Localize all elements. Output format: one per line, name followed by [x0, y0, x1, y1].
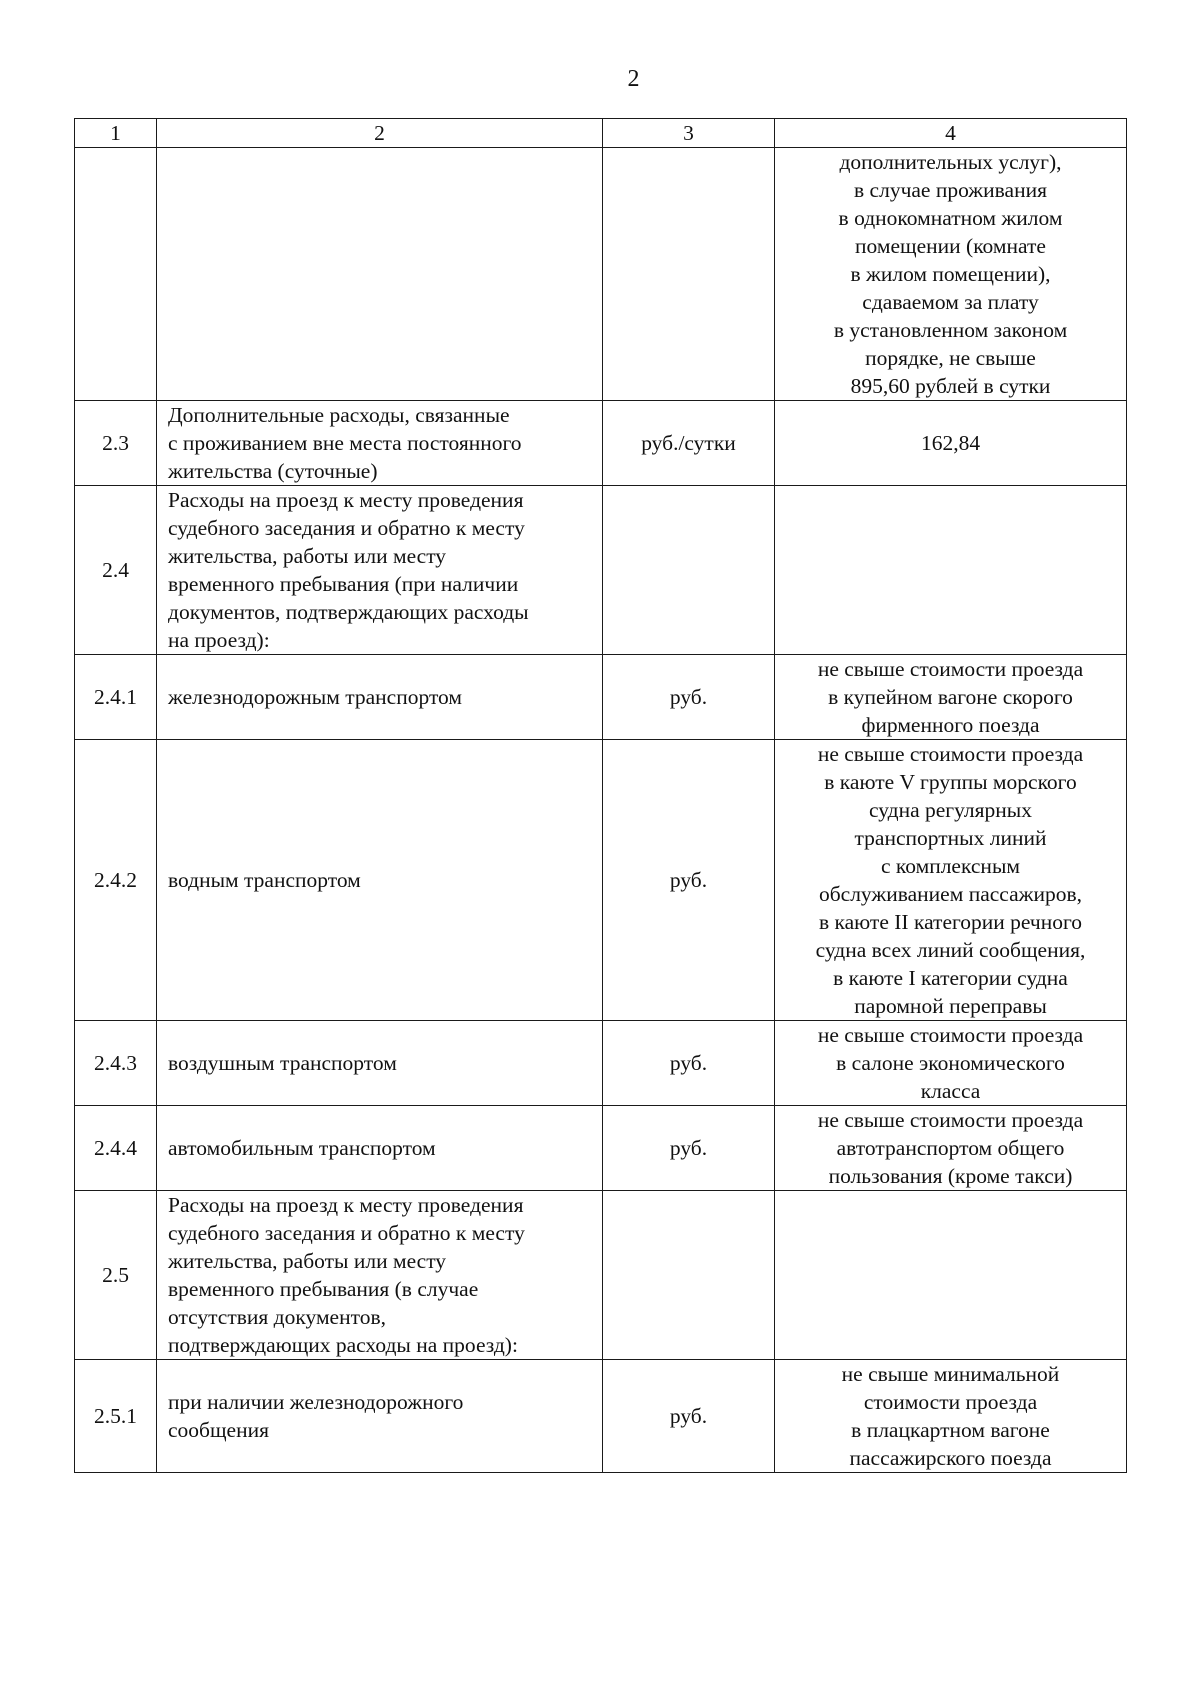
page-number: 2	[627, 66, 640, 92]
row-value	[775, 486, 1127, 655]
table-header-row	[75, 119, 1127, 148]
row-description	[157, 1360, 603, 1473]
text-line: пассажирского поезда	[849, 1446, 1052, 1470]
row-unit: руб.	[603, 740, 775, 1021]
row-number: 2.4.1	[75, 655, 157, 740]
table-row	[75, 740, 1127, 1021]
text-line: в установленном законом	[833, 318, 1068, 342]
table-row	[75, 148, 1127, 401]
text-line: в купейном вагоне скорого	[828, 685, 1073, 709]
text-line: Расходы на проезд к месту проведения	[168, 488, 524, 512]
row-value	[775, 1106, 1127, 1191]
text-line: Расходы на проезд к месту проведения	[168, 1193, 524, 1217]
text-line: железнодорожным транспортом	[168, 685, 462, 709]
row-unit: руб.	[603, 1360, 775, 1473]
column-header: 1	[75, 119, 157, 148]
text-line: подтверждающих расходы на проезд):	[168, 1333, 518, 1357]
text-line: водным транспортом	[168, 868, 361, 892]
row-value	[775, 1360, 1127, 1473]
text-line: не свыше стоимости проезда	[817, 1108, 1084, 1132]
table-row	[75, 401, 1127, 486]
text-line: фирменного поезда	[861, 713, 1040, 737]
table-row	[75, 1021, 1127, 1106]
row-number: 2.4.3	[75, 1021, 157, 1106]
row-unit: руб.	[603, 1106, 775, 1191]
text-line: в каюте II категории речного	[818, 910, 1083, 934]
text-line: на проезд):	[168, 628, 270, 652]
text-line: не свыше стоимости проезда	[817, 657, 1084, 681]
row-number: 2.5.1	[75, 1360, 157, 1473]
text-line: сообщения	[168, 1418, 269, 1442]
row-value	[775, 401, 1127, 486]
text-line: при наличии железнодорожного	[168, 1390, 464, 1414]
column-header: 2	[157, 119, 603, 148]
text-line: в каюте V группы морского	[824, 770, 1077, 794]
text-line: судебного заседания и обратно к месту	[168, 516, 525, 540]
row-number: 2.4	[75, 486, 157, 655]
row-unit: руб.	[603, 655, 775, 740]
row-description	[157, 655, 603, 740]
row-number: 2.4.4	[75, 1106, 157, 1191]
text-line: жительства, работы или месту	[168, 544, 447, 568]
text-line: класса	[920, 1079, 981, 1103]
row-value	[775, 148, 1127, 401]
table-row	[75, 1106, 1127, 1191]
table-row	[75, 1360, 1127, 1473]
text-line: документов, подтверждающих расходы	[168, 600, 529, 624]
row-description	[157, 1191, 603, 1360]
text-line: с комплексным	[880, 854, 1020, 878]
text-line: сдаваемом за плату	[862, 290, 1039, 314]
text-line: автомобильным транспортом	[168, 1136, 436, 1160]
text-line: временного пребывания (в случае	[168, 1277, 479, 1301]
text-line: 895,60 рублей в сутки	[850, 374, 1051, 398]
text-line: обслуживанием пассажиров,	[818, 882, 1083, 906]
text-line: 162,84	[920, 431, 981, 455]
text-line: судна регулярных	[868, 798, 1032, 822]
text-line: помещении (комнате	[855, 234, 1046, 258]
text-line: временного пребывания (при наличии	[168, 572, 519, 596]
text-line: в однокомнатном жилом	[838, 206, 1063, 230]
text-line: в каюте I категории судна	[833, 966, 1068, 990]
row-number: 2.4.2	[75, 740, 157, 1021]
text-line: отсутствия документов,	[168, 1305, 386, 1329]
text-line: судна всех линий сообщения,	[815, 938, 1086, 962]
row-unit	[603, 486, 775, 655]
text-line: стоимости проезда	[863, 1390, 1038, 1414]
text-line: паромной переправы	[854, 994, 1047, 1018]
text-line: в салоне экономического	[836, 1051, 1065, 1075]
text-line: транспортных линий	[854, 826, 1047, 850]
text-line: в жилом помещении),	[850, 262, 1051, 286]
text-line: жительства, работы или месту	[168, 1249, 447, 1273]
text-line: в случае проживания	[854, 178, 1047, 202]
text-line: в плацкартном вагоне	[851, 1418, 1050, 1442]
row-value	[775, 1021, 1127, 1106]
column-header: 4	[775, 119, 1127, 148]
text-line: воздушным транспортом	[168, 1051, 397, 1075]
table-row	[75, 1191, 1127, 1360]
text-line: не свыше стоимости проезда	[817, 742, 1084, 766]
table-row	[75, 655, 1127, 740]
text-line: пользования (кроме такси)	[828, 1164, 1073, 1188]
text-line: не свыше стоимости проезда	[817, 1023, 1084, 1047]
row-description	[157, 1021, 603, 1106]
column-header: 3	[603, 119, 775, 148]
row-description	[157, 740, 603, 1021]
text-line: автотранспортом общего	[836, 1136, 1065, 1160]
row-number: 2.5	[75, 1191, 157, 1360]
table-row	[75, 486, 1127, 655]
row-unit: руб.	[603, 1021, 775, 1106]
row-unit	[603, 148, 775, 401]
row-number	[75, 148, 157, 401]
text-line: не свыше минимальной	[841, 1362, 1060, 1386]
row-description	[157, 486, 603, 655]
text-line: дополнительных услуг),	[839, 150, 1062, 174]
row-description	[157, 148, 603, 401]
text-line: Дополнительные расходы, связанные	[168, 403, 510, 427]
row-value	[775, 655, 1127, 740]
text-line: порядке, не свыше	[865, 346, 1036, 370]
row-value	[775, 740, 1127, 1021]
text-line: судебного заседания и обратно к месту	[168, 1221, 525, 1245]
expenses-table	[74, 118, 1127, 1473]
row-unit: руб./сутки	[603, 401, 775, 486]
row-unit	[603, 1191, 775, 1360]
text-line: с проживанием вне места постоянного	[168, 431, 522, 455]
text-line: жительства (суточные)	[168, 459, 378, 483]
row-description	[157, 401, 603, 486]
row-value	[775, 1191, 1127, 1360]
row-description	[157, 1106, 603, 1191]
row-number: 2.3	[75, 401, 157, 486]
